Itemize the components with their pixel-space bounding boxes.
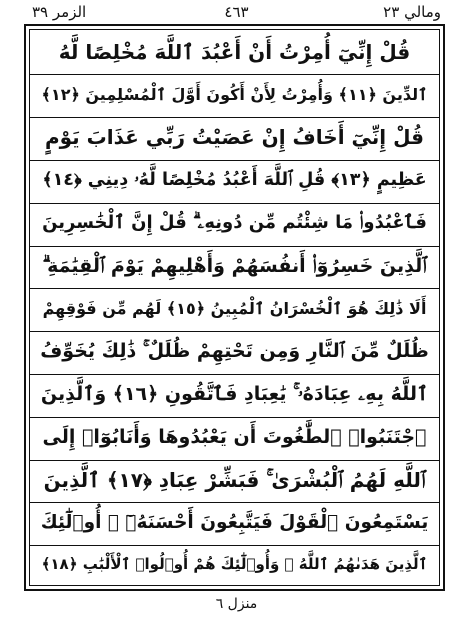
line-text: ظُلَلٌ مِّنَ ٱلنَّارِ وَمِن تَحْتِهِمْ ظُلَلٌ ۚ ذَٰلِكَ يُخَوِّفُ <box>40 340 429 363</box>
text-line <box>29 286 440 332</box>
line-text: ٱلدِّينَ ﴿١١﴾ وَأُمِرْتُ لِأَنْ أَكُونَ أَوَّلَ ٱلْمُسْلِمِينَ ﴿١٢﴾ <box>41 84 428 104</box>
text-line <box>29 414 440 460</box>
line-text: ٱلَّذِينَ هَدَىٰهُمُ ٱللَّهُ ۖ وَأُو۟لَٰٓئِكَ هُمْ أُو۟لُوا۟ ٱلْأَلْبَٰبِ ﴿١٨﴾ <box>41 555 428 574</box>
line-text: قُلْ إِنِّيٓ أُمِرْتُ أَنْ أَعْبُدَ ٱللَّهَ مُخْلِصًا لَّهُ <box>58 39 411 64</box>
surah-label: الزمر ٣٩ <box>32 3 87 21</box>
line-text: ٱللَّهِ لَهُمُ ٱلْبُشْرَىٰ ۚ فَبَشِّرْ عِبَادِ ﴿١٧﴾ ٱلَّذِينَ <box>43 467 426 492</box>
text-line <box>29 72 440 118</box>
text-line <box>29 371 440 417</box>
line-text: أَلَا ذَٰلِكَ هُوَ ٱلْخُسْرَانُ ٱلْمُبِينُ ﴿١٥﴾ لَهُم مِّن فَوْقِهِمْ <box>42 298 427 318</box>
line-text: عَظِيمٍ ﴿١٣﴾ قُلِ ٱللَّهَ أَعْبُدُ مُخْلِصًا لَّهُۥ دِينِي ﴿١٤﴾ <box>42 170 427 191</box>
line-text: ٱلَّذِينَ خَسِرُوٓا۟ أَنفُسَهُمْ وَأَهْلِيهِمْ يَوْمَ ٱلْقِيَٰمَةِ ۗ <box>42 254 427 277</box>
page-number: ٤٦٣ <box>224 3 249 21</box>
line-text: قُلْ إِنِّيٓ أَخَافُ إِنْ عَصَيْتُ رَبِّي عَذَابَ يَوْمٍ <box>44 125 425 150</box>
manzil-footer: منزل ٦ <box>215 596 258 612</box>
line-text: ٱجْتَنَبُوا۟ ٱلطَّٰغُوتَ أَن يَعْبُدُوهَا وَأَنَابُوٓا۟ إِلَى <box>42 425 427 448</box>
page-header <box>0 0 473 26</box>
text-line <box>29 115 440 161</box>
text-line <box>29 500 440 546</box>
text-line <box>29 200 440 246</box>
line-text: يَسْتَمِعُونَ ٱلْقَوْلَ فَيَتَّبِعُونَ أَحْسَنَهُۥٓ ۚ أُو۟لَٰٓئِكَ <box>40 511 429 533</box>
line-text: فَٱعْبُدُوا۟ مَا شِئْتُم مِّن دُونِهِۦ ۗ قُلْ إِنَّ ٱلْخَٰسِرِينَ <box>42 212 427 234</box>
text-block <box>29 29 440 586</box>
text-line <box>29 29 440 75</box>
text-line <box>29 243 440 289</box>
juz-label: ومالي ٢٣ <box>383 3 441 21</box>
text-line <box>29 329 440 375</box>
line-text: ٱللَّهُ بِهِۦ عِبَادَهُۥ ۚ يَٰعِبَادِ فَٱتَّقُونِ ﴿١٦﴾ وَٱلَّذِينَ <box>40 383 429 406</box>
text-line <box>29 457 440 503</box>
text-line <box>29 543 440 586</box>
text-line <box>29 157 440 203</box>
